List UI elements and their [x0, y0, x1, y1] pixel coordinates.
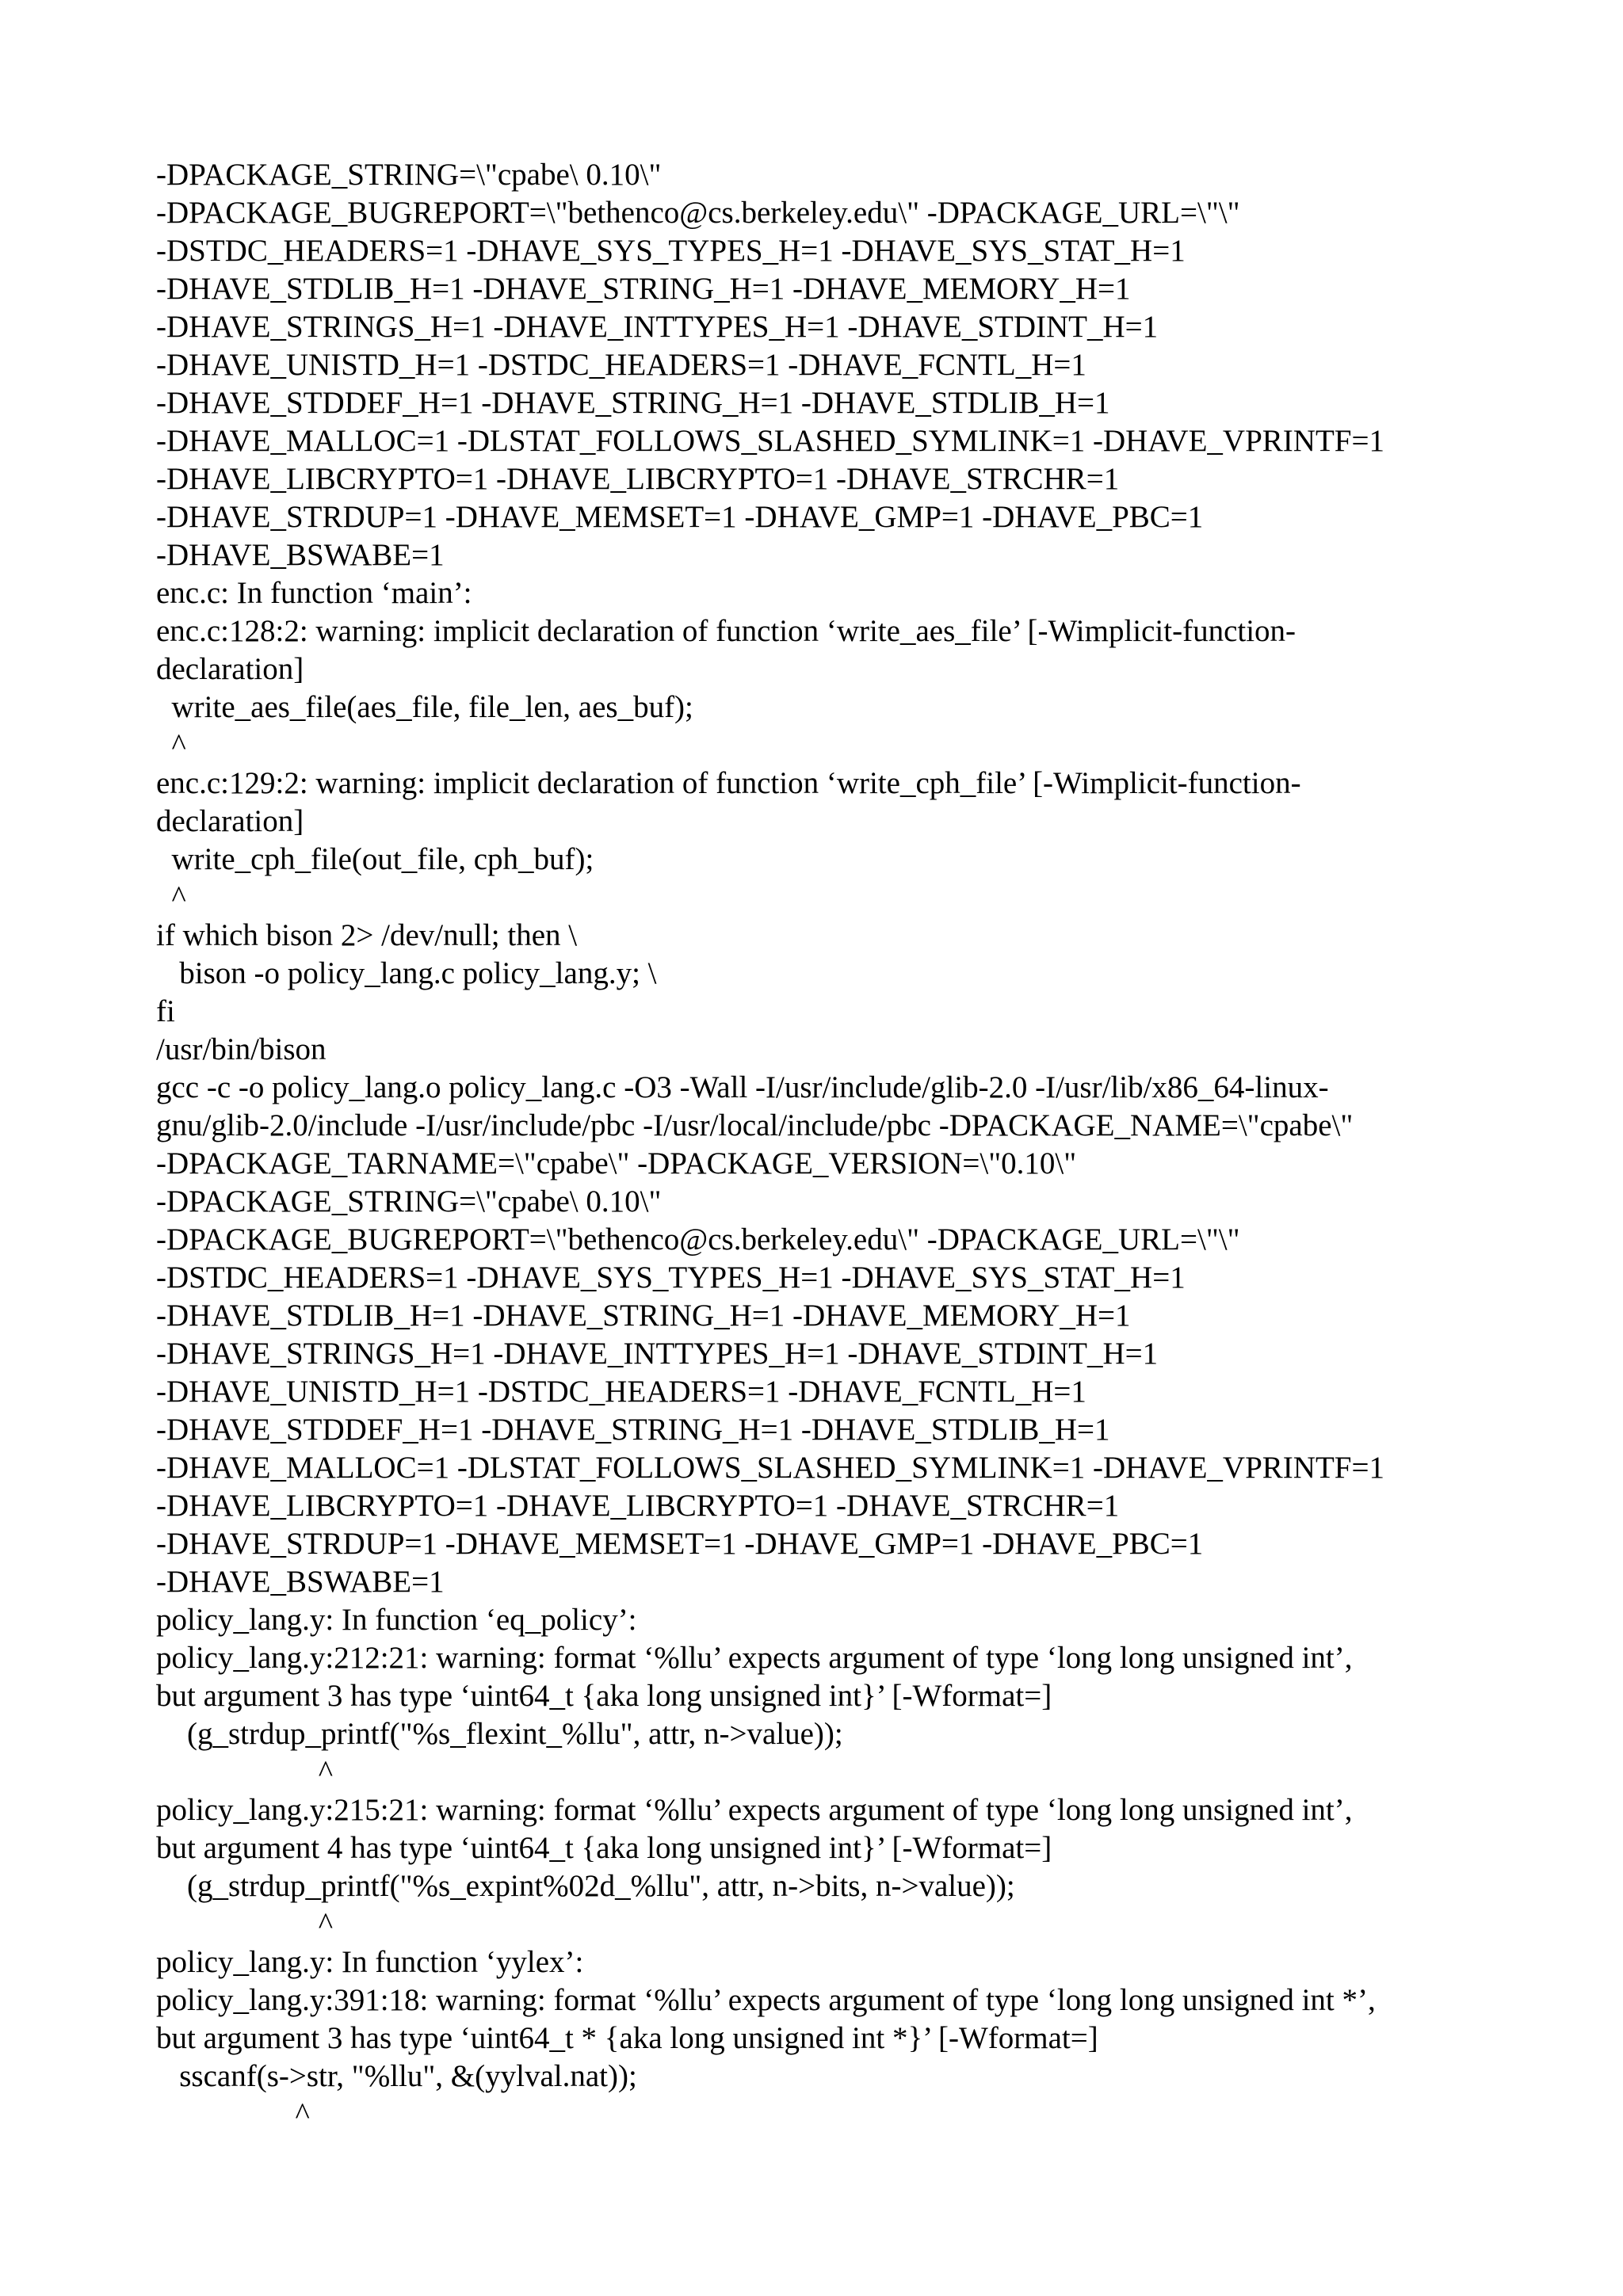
log-line: write_cph_file(out_file, cph_buf);	[156, 842, 594, 876]
log-line: -DHAVE_BSWABE=1	[156, 538, 445, 572]
log-line: gcc -c -o policy_lang.o policy_lang.c -O3 -Wall -I/usr/include/glib-2.0 -I/usr/lib/x86_64-linux-	[156, 1070, 1329, 1104]
log-line: -DSTDC_HEADERS=1 -DHAVE_SYS_TYPES_H=1 -DHAVE_SYS_STAT_H=1	[156, 1261, 1186, 1295]
log-line: ^	[156, 1755, 334, 1789]
log-line: -DHAVE_UNISTD_H=1 -DSTDC_HEADERS=1 -DHAVE_FCNTL_H=1	[156, 348, 1086, 382]
log-line: -DHAVE_LIBCRYPTO=1 -DHAVE_LIBCRYPTO=1 -DHAVE_STRCHR=1	[156, 462, 1120, 496]
log-line: write_aes_file(aes_file, file_len, aes_buf);	[156, 690, 693, 724]
build-log-text	[156, 156, 1503, 2134]
log-line: -DSTDC_HEADERS=1 -DHAVE_SYS_TYPES_H=1 -DHAVE_SYS_STAT_H=1	[156, 234, 1186, 268]
log-line: -DPACKAGE_BUGREPORT=\"bethenco@cs.berkeley.edu\" -DPACKAGE_URL=\"\"	[156, 196, 1240, 230]
log-line: gnu/glib-2.0/include -I/usr/include/pbc -I/usr/local/include/pbc -DPACKAGE_NAME=\"cpabe\"	[156, 1108, 1354, 1142]
log-line: -DPACKAGE_TARNAME=\"cpabe\" -DPACKAGE_VERSION=\"0.10\"	[156, 1146, 1077, 1180]
log-line: -DHAVE_MALLOC=1 -DLSTAT_FOLLOWS_SLASHED_SYMLINK=1 -DHAVE_VPRINTF=1	[156, 1451, 1384, 1485]
log-line: declaration]	[156, 652, 304, 686]
log-line: declaration]	[156, 804, 304, 838]
log-line: ^	[156, 880, 186, 914]
log-line: bison -o policy_lang.c policy_lang.y; \	[156, 956, 657, 990]
log-line: but argument 4 has type ‘uint64_t {aka long unsigned int}’ [-Wformat=]	[156, 1831, 1052, 1865]
log-line: -DHAVE_STRINGS_H=1 -DHAVE_INTTYPES_H=1 -DHAVE_STDINT_H=1	[156, 310, 1159, 344]
log-line: but argument 3 has type ‘uint64_t * {aka long unsigned int *}’ [-Wformat=]	[156, 2021, 1098, 2055]
log-line: -DHAVE_STDDEF_H=1 -DHAVE_STRING_H=1 -DHAVE_STDLIB_H=1	[156, 1413, 1110, 1447]
log-line: (g_strdup_printf("%s_flexint_%llu", attr, n->value));	[156, 1717, 843, 1751]
log-line: policy_lang.y:215:21: warning: format ‘%llu’ expects argument of type ‘long long unsigned int’,	[156, 1793, 1353, 1827]
log-line: policy_lang.y:212:21: warning: format ‘%llu’ expects argument of type ‘long long unsigned int’,	[156, 1641, 1353, 1675]
log-line: -DPACKAGE_STRING=\"cpabe\ 0.10\"	[156, 158, 662, 192]
log-line: policy_lang.y: In function ‘eq_policy’:	[156, 1603, 637, 1637]
log-line: policy_lang.y:391:18: warning: format ‘%llu’ expects argument of type ‘long long unsigned int *’,	[156, 1983, 1376, 2017]
log-line: ^	[156, 2097, 310, 2131]
log-line: -DPACKAGE_STRING=\"cpabe\ 0.10\"	[156, 1184, 662, 1219]
log-line: -DHAVE_LIBCRYPTO=1 -DHAVE_LIBCRYPTO=1 -DHAVE_STRCHR=1	[156, 1489, 1120, 1523]
log-line: ^	[156, 1907, 334, 1941]
log-line: -DHAVE_BSWABE=1	[156, 1565, 445, 1599]
log-line: -DHAVE_STRDUP=1 -DHAVE_MEMSET=1 -DHAVE_GMP=1 -DHAVE_PBC=1	[156, 500, 1204, 534]
log-line: ^	[156, 728, 186, 762]
log-line: policy_lang.y: In function ‘yylex’:	[156, 1945, 584, 1979]
log-line: -DHAVE_STRDUP=1 -DHAVE_MEMSET=1 -DHAVE_GMP=1 -DHAVE_PBC=1	[156, 1527, 1204, 1561]
log-line: -DHAVE_MALLOC=1 -DLSTAT_FOLLOWS_SLASHED_SYMLINK=1 -DHAVE_VPRINTF=1	[156, 424, 1384, 458]
log-line: but argument 3 has type ‘uint64_t {aka long unsigned int}’ [-Wformat=]	[156, 1679, 1052, 1713]
log-line: enc.c: In function ‘main’:	[156, 576, 472, 610]
log-line: -DHAVE_UNISTD_H=1 -DSTDC_HEADERS=1 -DHAVE_FCNTL_H=1	[156, 1375, 1086, 1409]
log-line: /usr/bin/bison	[156, 1032, 327, 1066]
log-line: enc.c:129:2: warning: implicit declaration of function ‘write_cph_file’ [-Wimplicit-function-	[156, 766, 1301, 800]
log-line: sscanf(s->str, "%llu", &(yylval.nat));	[156, 2059, 637, 2093]
log-line: enc.c:128:2: warning: implicit declaration of function ‘write_aes_file’ [-Wimplicit-function-	[156, 614, 1296, 648]
log-line: -DHAVE_STDLIB_H=1 -DHAVE_STRING_H=1 -DHAVE_MEMORY_H=1	[156, 272, 1131, 306]
log-line: -DHAVE_STDLIB_H=1 -DHAVE_STRING_H=1 -DHAVE_MEMORY_H=1	[156, 1299, 1131, 1333]
log-line: if which bison 2> /dev/null; then \	[156, 918, 578, 952]
log-line: -DPACKAGE_BUGREPORT=\"bethenco@cs.berkeley.edu\" -DPACKAGE_URL=\"\"	[156, 1222, 1240, 1257]
log-line: fi	[156, 994, 175, 1028]
log-line: -DHAVE_STRINGS_H=1 -DHAVE_INTTYPES_H=1 -DHAVE_STDINT_H=1	[156, 1337, 1159, 1371]
log-line: (g_strdup_printf("%s_expint%02d_%llu", attr, n->bits, n->value));	[156, 1869, 1015, 1903]
log-line: -DHAVE_STDDEF_H=1 -DHAVE_STRING_H=1 -DHAVE_STDLIB_H=1	[156, 386, 1110, 420]
